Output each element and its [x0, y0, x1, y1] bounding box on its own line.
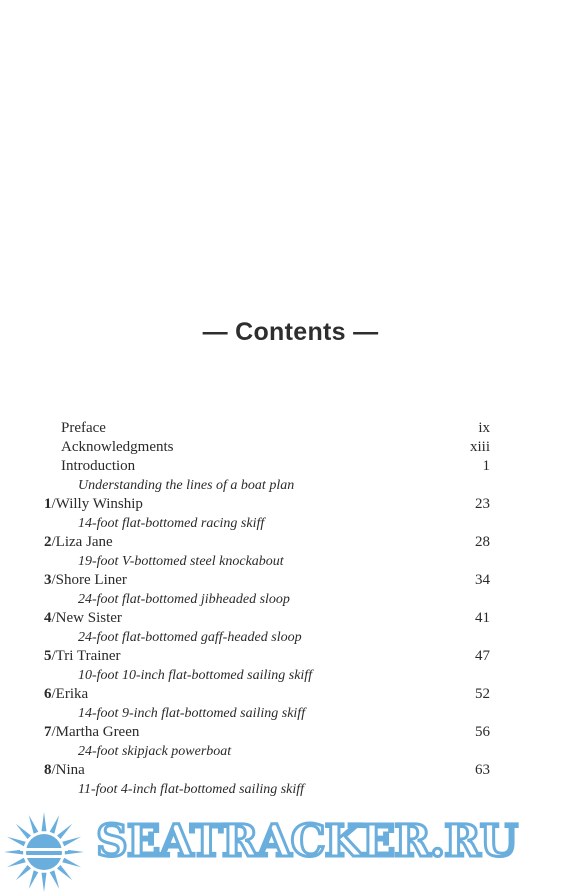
- toc-chapter-entry: [44, 723, 490, 742]
- toc-page-number: 41: [475, 610, 490, 626]
- chapter-title: /Shore Liner: [51, 572, 127, 588]
- toc-chapter-entry: [44, 647, 490, 666]
- toc-front-entry: [44, 438, 490, 457]
- toc-entry-title: 19-foot V-bottomed steel knockabout: [78, 554, 284, 569]
- toc-chapter-entry: [44, 761, 490, 780]
- chapter-number: 7: [44, 724, 52, 740]
- toc-subtitle: [44, 476, 490, 495]
- toc-page-number: 1: [482, 458, 490, 474]
- toc-page-number: 63: [475, 762, 490, 778]
- toc-entry-title: 14-foot flat-bottomed racing skiff: [78, 516, 265, 531]
- toc-entry-title: 24-foot flat-bottomed jibheaded sloop: [78, 592, 290, 607]
- chapter-number: 8: [44, 762, 52, 778]
- chapter-title: /Tri Trainer: [51, 648, 121, 664]
- watermark: [0, 808, 581, 896]
- toc-page-number: 56: [475, 724, 490, 740]
- chapter-number: 3: [44, 572, 52, 588]
- toc-page-number: 47: [475, 648, 490, 664]
- toc-page-number: 52: [475, 686, 490, 702]
- sun-logo-icon: [0, 808, 96, 896]
- chapter-number: 2: [44, 534, 52, 550]
- toc-entry-title: 24-foot flat-bottomed gaff-headed sloop: [78, 630, 302, 645]
- toc-page-number: xiii: [469, 439, 490, 455]
- toc-entry-title: [44, 495, 143, 514]
- toc-entry-title: Understanding the lines of a boat plan: [78, 478, 295, 493]
- toc-entry-title: 24-foot skipjack powerboat: [78, 744, 232, 759]
- toc-front-entry: [44, 419, 490, 438]
- chapter-title: /Erika: [51, 686, 89, 702]
- chapter-title: /Liza Jane: [51, 534, 113, 550]
- chapter-number: 1: [44, 496, 52, 512]
- toc-entry-title: [44, 533, 113, 552]
- toc-entry-title: [44, 723, 139, 742]
- toc-chapter-entry: [44, 609, 490, 628]
- watermark-text: SEATRACKER.RU: [96, 816, 518, 867]
- toc-subtitle: [44, 552, 490, 571]
- toc-subtitle: [44, 704, 490, 723]
- toc-entry-title: 14-foot 9-inch flat-bottomed sailing skiff: [78, 706, 306, 721]
- toc-entry-title: Preface: [61, 420, 106, 436]
- toc-entry-title: Acknowledgments: [61, 439, 174, 455]
- toc-chapter-entry: [44, 533, 490, 552]
- toc-entry-title: Introduction: [61, 458, 136, 474]
- contents-heading: — Contents —: [202, 318, 379, 346]
- toc-entry-title: [44, 647, 121, 666]
- toc-subtitle: [44, 628, 490, 647]
- toc-entry-title: [44, 571, 127, 590]
- chapter-number: 4: [44, 610, 52, 626]
- chapter-number: 5: [44, 648, 52, 664]
- toc-page-number: 34: [475, 572, 490, 588]
- toc-front-entry: [44, 457, 490, 476]
- toc-entry-title: [44, 761, 85, 780]
- toc-page-number: ix: [478, 420, 490, 436]
- chapter-title: /Willy Winship: [51, 496, 143, 512]
- toc-chapter-entry: [44, 685, 490, 704]
- toc-page-number: 28: [475, 534, 490, 550]
- chapter-title: /Martha Green: [51, 724, 140, 740]
- toc-chapter-entry: [44, 495, 490, 514]
- toc-subtitle: [44, 742, 490, 761]
- toc-page-number: 23: [475, 496, 490, 512]
- chapter-title: /New Sister: [51, 610, 122, 626]
- toc-subtitle: [44, 590, 490, 609]
- toc-subtitle: [44, 780, 490, 799]
- chapter-number: 6: [44, 686, 52, 702]
- toc-subtitle: [44, 514, 490, 533]
- chapter-title: /Nina: [51, 762, 85, 778]
- toc-subtitle: [44, 666, 490, 685]
- toc-entry-title: [44, 685, 88, 704]
- toc-entry-title: 10-foot 10-inch flat-bottomed sailing skiff: [78, 668, 313, 683]
- table-of-contents: [44, 419, 490, 799]
- toc-entry-title: [44, 609, 122, 628]
- toc-chapter-entry: [44, 571, 490, 590]
- toc-entry-title: 11-foot 4-inch flat-bottomed sailing skiff: [78, 782, 305, 797]
